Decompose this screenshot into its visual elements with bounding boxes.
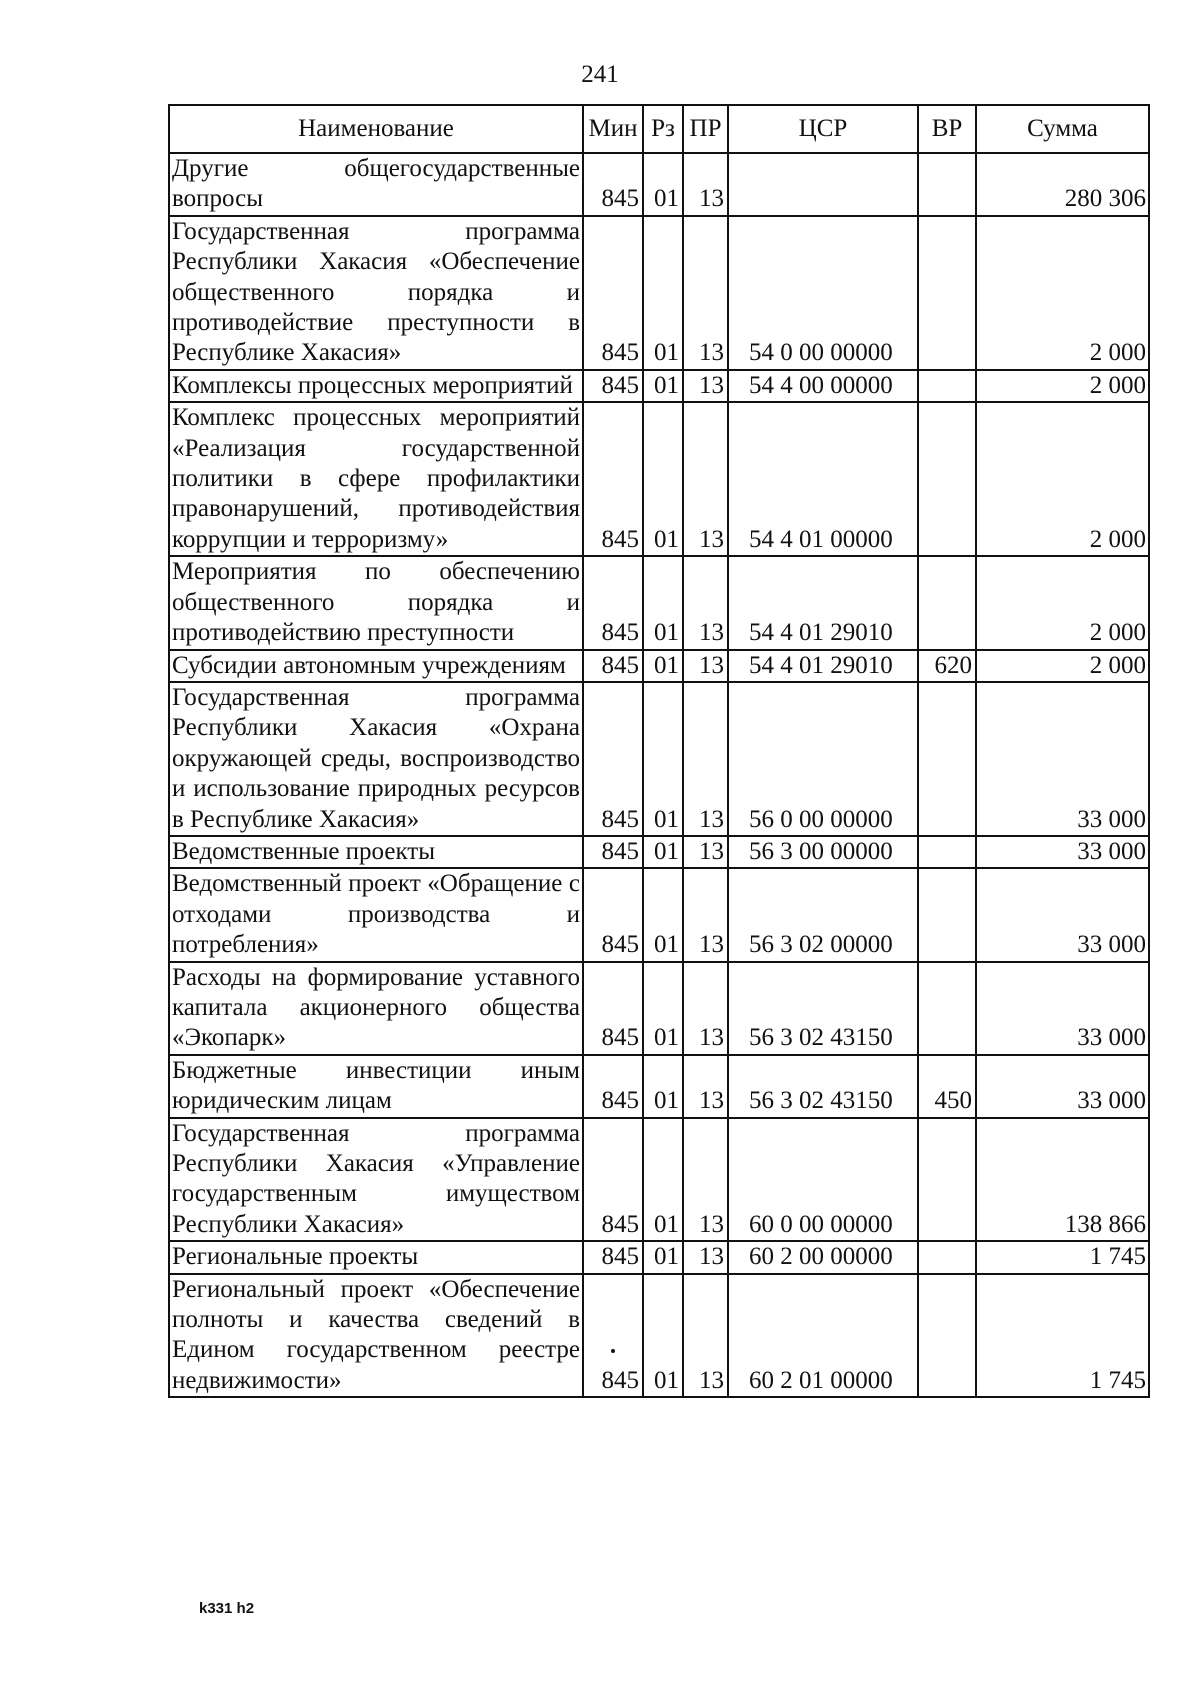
row-csr: 54 4 00 00000 <box>728 370 918 402</box>
row-name: Региональные проекты <box>169 1241 583 1273</box>
row-vr <box>918 1241 976 1273</box>
row-rz: 01 <box>643 1274 683 1398</box>
row-name: Региональный проект «Обеспечение полноты и качества сведений в Едином государственном реестре недвижимости» <box>169 1274 583 1398</box>
row-pr: 13 <box>683 1118 728 1242</box>
table-row <box>169 402 1149 556</box>
table-header-row <box>169 105 1149 153</box>
table-row <box>169 1274 1149 1398</box>
row-sum: 2 000 <box>976 556 1149 649</box>
table-row <box>169 216 1149 370</box>
header-vr: ВР <box>918 105 976 153</box>
row-csr: 54 0 00 00000 <box>728 216 918 370</box>
row-sum: 33 000 <box>976 868 1149 961</box>
row-min: 845 <box>583 1241 643 1273</box>
row-min: 845 <box>583 370 643 402</box>
row-min: 845 <box>583 1274 643 1398</box>
table-row <box>169 370 1149 402</box>
row-csr: 60 0 00 00000 <box>728 1118 918 1242</box>
row-vr <box>918 1274 976 1398</box>
row-rz: 01 <box>643 556 683 649</box>
row-rz: 01 <box>643 402 683 556</box>
table-row <box>169 153 1149 216</box>
header-rz: Рз <box>643 105 683 153</box>
table-row <box>169 1118 1149 1242</box>
budget-table <box>168 104 1150 1398</box>
row-sum: 33 000 <box>976 1055 1149 1118</box>
footer-code: k331 h2 <box>199 1600 255 1617</box>
row-pr: 13 <box>683 402 728 556</box>
header-name: Наименование <box>169 105 583 153</box>
row-min: 845 <box>583 868 643 961</box>
row-name: Субсидии автономным учреждениям <box>169 650 583 682</box>
row-pr: 13 <box>683 153 728 216</box>
header-sum: Сумма <box>976 105 1149 153</box>
table-row <box>169 962 1149 1055</box>
row-pr: 13 <box>683 216 728 370</box>
row-name: Расходы на формирование уставного капитала акционерного общества «Экопарк» <box>169 962 583 1055</box>
row-name: Ведомственные проекты <box>169 836 583 868</box>
row-min: 845 <box>583 836 643 868</box>
row-name: Мероприятия по обеспечению общественного порядка и противодействию преступности <box>169 556 583 649</box>
row-vr <box>918 962 976 1055</box>
row-pr: 13 <box>683 836 728 868</box>
row-vr: 620 <box>918 650 976 682</box>
row-vr: 450 <box>918 1055 976 1118</box>
row-csr: 56 3 00 00000 <box>728 836 918 868</box>
row-sum: 1 745 <box>976 1274 1149 1398</box>
row-pr: 13 <box>683 556 728 649</box>
row-vr <box>918 836 976 868</box>
row-min: 845 <box>583 650 643 682</box>
row-rz: 01 <box>643 1241 683 1273</box>
row-sum: 33 000 <box>976 836 1149 868</box>
row-rz: 01 <box>643 868 683 961</box>
row-rz: 01 <box>643 370 683 402</box>
row-min: 845 <box>583 216 643 370</box>
row-min: 845 <box>583 682 643 836</box>
table-row <box>169 556 1149 649</box>
row-sum: 33 000 <box>976 682 1149 836</box>
row-rz: 01 <box>643 216 683 370</box>
row-vr <box>918 153 976 216</box>
row-rz: 01 <box>643 836 683 868</box>
row-min: 845 <box>583 962 643 1055</box>
row-csr <box>728 153 918 216</box>
row-sum: 138 866 <box>976 1118 1149 1242</box>
table-row <box>169 1055 1149 1118</box>
row-sum: 2 000 <box>976 370 1149 402</box>
header-min: Мин <box>583 105 643 153</box>
row-sum: 2 000 <box>976 402 1149 556</box>
row-csr: 54 4 01 29010 <box>728 556 918 649</box>
row-rz: 01 <box>643 153 683 216</box>
header-pr: ПР <box>683 105 728 153</box>
row-pr: 13 <box>683 962 728 1055</box>
table-row <box>169 1241 1149 1273</box>
row-pr: 13 <box>683 650 728 682</box>
row-pr: 13 <box>683 1274 728 1398</box>
row-csr: 60 2 01 00000 <box>728 1274 918 1398</box>
row-min: 845 <box>583 556 643 649</box>
row-csr: 54 4 01 00000 <box>728 402 918 556</box>
row-name: Другие общегосударственные вопросы <box>169 153 583 216</box>
table-row <box>169 868 1149 961</box>
row-csr: 56 3 02 43150 <box>728 1055 918 1118</box>
row-csr: 56 3 02 00000 <box>728 868 918 961</box>
row-csr: 54 4 01 29010 <box>728 650 918 682</box>
row-pr: 13 <box>683 370 728 402</box>
row-csr: 56 0 00 00000 <box>728 682 918 836</box>
row-pr: 13 <box>683 1055 728 1118</box>
row-name: Комплекс процессных мероприятий «Реализация государственной политики в сфере профилактики правонарушений, противодействия коррупции и терроризму» <box>169 402 583 556</box>
row-name: Бюджетные инвестиции иным юридическим лицам <box>169 1055 583 1118</box>
row-vr <box>918 868 976 961</box>
row-vr <box>918 402 976 556</box>
header-csr: ЦСР <box>728 105 918 153</box>
row-pr: 13 <box>683 868 728 961</box>
row-rz: 01 <box>643 962 683 1055</box>
row-rz: 01 <box>643 1055 683 1118</box>
row-sum: 1 745 <box>976 1241 1149 1273</box>
row-rz: 01 <box>643 650 683 682</box>
row-min: 845 <box>583 1055 643 1118</box>
row-min: 845 <box>583 1118 643 1242</box>
row-pr: 13 <box>683 1241 728 1273</box>
row-csr: 60 2 00 00000 <box>728 1241 918 1273</box>
row-sum: 280 306 <box>976 153 1149 216</box>
table-row <box>169 836 1149 868</box>
row-name: Государственная программа Республики Хакасия «Охрана окружающей среды, воспроизводство и использование природных ресурсов в Республике Хакасия» <box>169 682 583 836</box>
row-sum: 2 000 <box>976 216 1149 370</box>
row-name: Государственная программа Республики Хакасия «Управление государственным имуществом Республики Хакасия» <box>169 1118 583 1242</box>
row-name: Государственная программа Республики Хакасия «Обеспечение общественного порядка и противодействие преступности в Республике Хакасия» <box>169 216 583 370</box>
row-vr <box>918 216 976 370</box>
row-min: 845 <box>583 153 643 216</box>
row-rz: 01 <box>643 682 683 836</box>
row-sum: 2 000 <box>976 650 1149 682</box>
row-csr: 56 3 02 43150 <box>728 962 918 1055</box>
row-name: Комплексы процессных мероприятий <box>169 370 583 402</box>
scan-speck <box>611 1349 615 1353</box>
row-sum: 33 000 <box>976 962 1149 1055</box>
row-name: Ведомственный проект «Обращение с отходами производства и потребления» <box>169 868 583 961</box>
row-rz: 01 <box>643 1118 683 1242</box>
row-pr: 13 <box>683 682 728 836</box>
row-vr <box>918 370 976 402</box>
row-vr <box>918 556 976 649</box>
table-row <box>169 682 1149 836</box>
row-vr <box>918 1118 976 1242</box>
table-row <box>169 650 1149 682</box>
page-number: 241 <box>581 61 619 88</box>
row-min: 845 <box>583 402 643 556</box>
row-vr <box>918 682 976 836</box>
